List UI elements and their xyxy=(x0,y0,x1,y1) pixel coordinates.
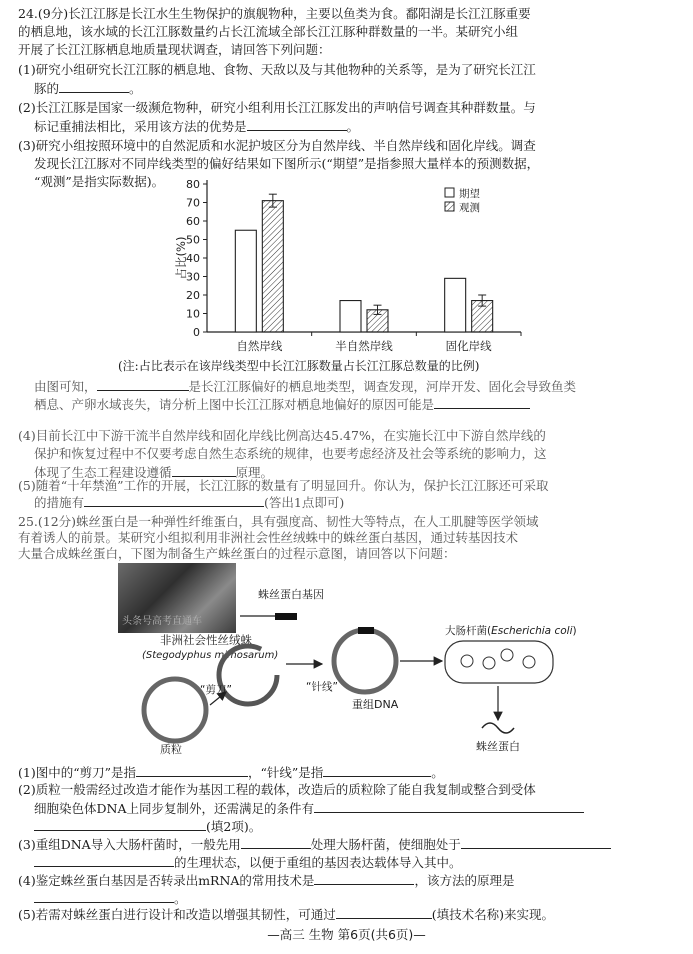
q24-answer-text3: 栖息、产卵水域丧失，请分析上图中长江江豚对栖息地偏好的原因可能是 xyxy=(34,397,435,412)
x-tick-label: 自然岸线 xyxy=(236,339,283,353)
answer-blank[interactable] xyxy=(34,818,206,831)
q24-sub3-answer-line1 xyxy=(34,378,576,395)
y-tick-label: 40 xyxy=(186,252,200,265)
q24-answer-text2: 是长江江豚偏好的栖息地类型，调查发现，河岸开发、固化会导致鱼类 xyxy=(188,379,577,394)
y-tick-label: 70 xyxy=(186,196,200,210)
q25-sub2-line2 xyxy=(34,800,584,817)
y-tick-label: 0 xyxy=(193,326,200,339)
x-tick-label: 固化岸线 xyxy=(445,339,492,353)
q25-sub1 xyxy=(18,764,444,781)
x-tick-label: 半自然岸线 xyxy=(335,339,393,353)
answer-blank[interactable] xyxy=(34,890,174,903)
answer-blank[interactable] xyxy=(97,378,189,391)
q24-stem-line2: 的栖息地，该水域的长江江豚数量约占长江流域全部长江江豚种群数量的一半。某研究小组 xyxy=(18,24,519,39)
answer-blank[interactable] xyxy=(84,494,264,507)
q25-sub5-text: (5)若需对蛛丝蛋白进行设计和改造以增强其韧性，可通过 xyxy=(18,907,336,922)
legend-label: 观测 xyxy=(459,202,480,214)
spider-label: 非洲社会性丝绒蛛 xyxy=(160,633,252,647)
q25-sub3-text3: 的生理状态，以便于重组的基因表达载体导入其中。 xyxy=(174,855,462,870)
plasmid-label: 质粒 xyxy=(160,743,182,756)
q24-sub5-text: 的措施有 xyxy=(34,495,85,510)
q24-sub5-line1: (5)随着“十年禁渔”工作的开展，长江江豚的数量有了明显回升。你认为，保护长江江豚还可采取 xyxy=(18,478,549,493)
q25-sub3-text: (3)重组DNA导入大肠杆菌时，一般先用 xyxy=(18,837,241,852)
answer-blank[interactable] xyxy=(241,836,311,849)
q25-sub3-text2: 处理大肠杆菌，使细胞处于 xyxy=(310,837,461,852)
bacterium xyxy=(523,656,535,668)
q25-stem-line3: 大量合成蛛丝蛋白，下图为制备生产蛛丝蛋白的过程示意图，请回答以下问题： xyxy=(18,546,456,561)
y-tick-label: 50 xyxy=(186,233,200,247)
answer-blank[interactable] xyxy=(461,836,611,849)
q25-sub4-line1 xyxy=(18,872,514,889)
q25-sub4-text2: ，该方法的原理是 xyxy=(414,873,515,888)
q24-sub2-line2: 标记重捕法相比，采用该方法的优势是 。 xyxy=(34,119,360,134)
q24-sub1-line1: (1)研究小组研究长江江豚的栖息地、食物、天敌以及与其他物种的关系等，是为了研究长江江 xyxy=(18,62,536,77)
answer-blank[interactable] xyxy=(59,80,129,93)
ecoli-label: 大肠杆菌(Escherichia coli) xyxy=(445,625,577,637)
q24-sub4-text2: 原理。 xyxy=(235,465,274,480)
q24-sub3-line1: (3)研究小组按照环境中的自然泥质和水泥护坡区分为自然岸线、半自然岸线和固化岸线。调查 xyxy=(18,138,536,153)
q24-sub5-line2 xyxy=(34,494,344,511)
spider-latin: (Stegodyphus mimosarum) xyxy=(142,650,279,661)
q25-sub1-text2: ，“针线”是指 xyxy=(248,765,324,780)
q24-answer-text: 由图可知， xyxy=(34,379,97,394)
q24-sub1-text: 豚的 xyxy=(34,81,60,96)
bar-expected xyxy=(340,301,361,332)
q25-sub1-text3: 。 xyxy=(431,765,444,780)
q25-sub1-text: (1)图中的“剪刀”是指 xyxy=(18,765,136,780)
bacterium xyxy=(501,649,513,661)
plasmid xyxy=(144,679,206,741)
answer-blank[interactable] xyxy=(136,764,248,777)
q24-sub2-line1: (2)长江江豚是国家一级濒危物种，研究小组利用长江江豚发出的声呐信号调查其种群数量。与 xyxy=(18,100,536,115)
q25-sub4-text: (4)鉴定蛛丝蛋白基因是否转录出mRNA的常用技术是 xyxy=(18,873,315,888)
q24-sub3-line3: “观测”是指实际数据)。 xyxy=(34,174,165,189)
q25-sub4-line2: 。 xyxy=(34,890,187,907)
chart-note: (注:占比表示在该岸线类型中长江江豚数量占长江江豚总数量的比例) xyxy=(118,359,480,373)
legend-label: 期望 xyxy=(459,188,480,200)
y-tick-label: 20 xyxy=(186,289,200,302)
q24-sub3-answer-line2 xyxy=(34,396,530,413)
q24-sub1-line2: 豚的 。 xyxy=(34,81,142,96)
answer-blank[interactable] xyxy=(172,464,236,477)
q24-stem-line3: 开展了长江江豚栖息地质量现状调查，请回答下列问题： xyxy=(18,42,331,57)
gene-fragment xyxy=(275,613,297,620)
answer-blank[interactable] xyxy=(323,764,431,777)
legend-swatch xyxy=(445,202,454,211)
page-footer: —高三 生物 第6页(共6页)— xyxy=(267,927,426,942)
q25-sub5 xyxy=(18,906,554,923)
q24-sub3-line2: 发现长江江豚对不同岸线类型的偏好结果如下图所示(“期望”是指参照大量样本的预测数据， xyxy=(34,156,540,171)
q25-sub3-line1 xyxy=(18,836,611,853)
q25-sub3-line2 xyxy=(34,854,462,871)
needle-label: “针线” xyxy=(306,681,338,693)
q24-sub4-line1: (4)目前长江中下游干流半自然岸线和固化岸线比例高达45.47%，在实施长江中下游自然岸线的 xyxy=(18,428,546,443)
bar-expected xyxy=(235,230,256,332)
protein-label: 蛛丝蛋白 xyxy=(476,740,520,753)
legend-swatch xyxy=(445,188,454,197)
answer-blank[interactable] xyxy=(314,800,584,813)
recombinant-label: 重组DNA xyxy=(352,698,399,711)
q25-stem-line1: 25.(12分)蛛丝蛋白是一种弹性纤维蛋白，具有强度高、韧性大等特点，在人工肌腱等医学领域 xyxy=(18,514,539,529)
answer-blank[interactable] xyxy=(34,854,174,867)
inserted-gene xyxy=(358,627,374,634)
answer-blank[interactable] xyxy=(336,906,432,919)
answer-blank[interactable] xyxy=(247,118,347,131)
y-tick-label: 80 xyxy=(186,178,200,191)
q24-sub5-text2: (答出1点即可) xyxy=(264,495,345,510)
bar-expected xyxy=(445,278,466,332)
q25-sub2-text: 细胞染色体DNA上同步复制外，还需满足的条件有 xyxy=(34,801,314,816)
gene-label: 蛛丝蛋白基因 xyxy=(258,588,324,601)
q24-sub4-line2: 保护和恢复过程中不仅要考虑自然生态系统的规律，也要考虑经济及社会等系统的影响力，这 xyxy=(34,446,547,461)
y-tick-label: 60 xyxy=(186,215,200,228)
q24-sub2-text: 标记重捕法相比，采用该方法的优势是 xyxy=(34,119,247,134)
y-axis-label: 占比(%) xyxy=(174,236,188,280)
recombinant-dna xyxy=(334,630,396,692)
silk-protein-strand xyxy=(482,723,514,733)
q25-sub2-line1: (2)质粒一般需经过改造才能作为基因工程的载体，改造后的质粒除了能自我复制或整合到受体 xyxy=(18,782,536,797)
genetic-engineering-diagram xyxy=(100,560,660,760)
q25-stem-line2: 有着诱人的前景。某研究小组拟利用非洲社会性丝绒蛛中的蛛丝蛋白基因，通过转基因技术 xyxy=(18,530,519,545)
answer-blank[interactable] xyxy=(434,396,530,409)
y-tick-label: 10 xyxy=(186,307,200,321)
scissors-label: “剪刀” xyxy=(200,684,232,696)
q24-sub4-text: 体现了生态工程建设遵循 xyxy=(34,465,172,480)
q25-sub2-text2: (填2项)。 xyxy=(206,819,262,834)
answer-blank[interactable] xyxy=(314,872,414,885)
shoreline-preference-chart xyxy=(165,176,535,358)
bacterium xyxy=(483,657,495,669)
watermark: 头条号高考直通车 xyxy=(122,616,202,627)
q24-stem-line1: 24.(9分)长江江豚是长江水生生物保护的旗舰物种，主要以鱼类为食。鄱阳湖是长江江豚重要 xyxy=(18,6,531,21)
q25-sub2-line3 xyxy=(34,818,261,835)
y-tick-label: 30 xyxy=(186,270,200,284)
bar-observed xyxy=(262,201,283,332)
bacterium xyxy=(461,655,473,667)
q25-sub5-text2: (填技术名称)来实现。 xyxy=(431,907,554,922)
